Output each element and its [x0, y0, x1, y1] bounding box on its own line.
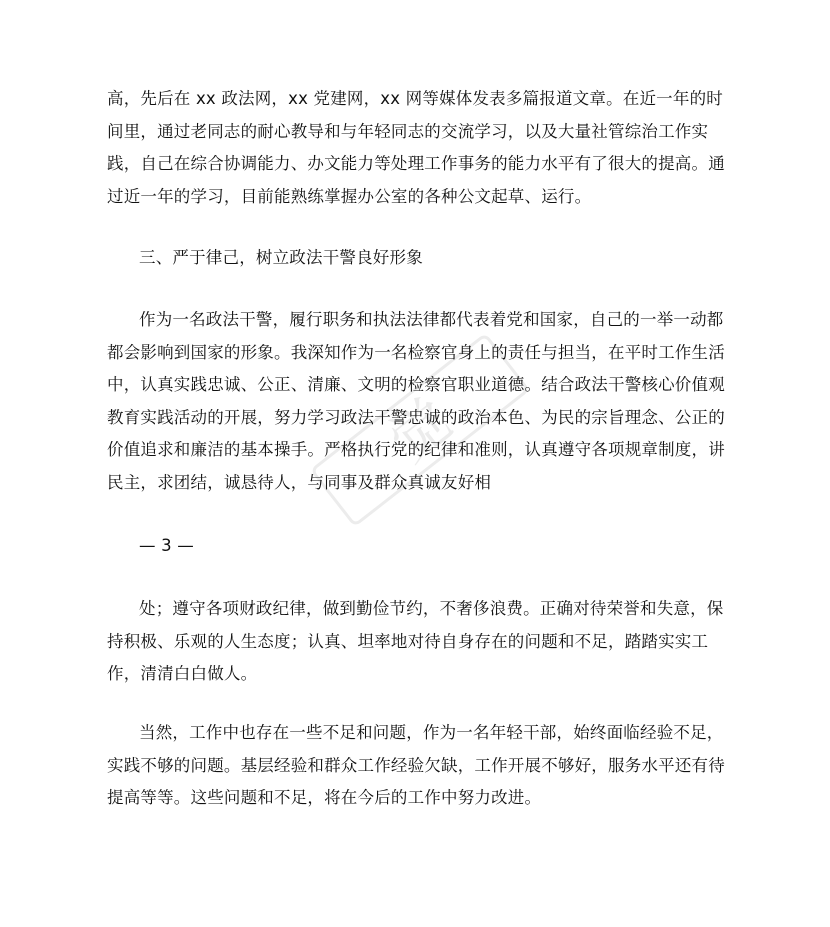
paragraph-body: 作为一名政法干警，履行职务和执法法律都代表着党和国家，自己的一举一动都都会影响到国家的形象。我深知作为一名检察官身上的责任与担当，在平时工作生活中，认真实践忠诚、公正、清廉、文明的检察官职业道德。结合政法干警核心价值观教育实践活动的开展，努力学习政法干警忠诚的政治本色、为民的宗旨理念、公正的价值追求和廉洁的基本操手。严格执行党的纪律和准则，认真遵守各项规章制度，讲民主，求团结，诚恳待人，与同事及群众真诚友好相 — [107, 310, 725, 492]
paragraph-continuation: 高，先后在 xx 政法网，xx 党建网，xx 网等媒体发表多篇报道文章。在近一年的时间里，通过老同志的耐心教导和与年轻同志的交流学习，以及大量社管综治工作实践，自己在综合协调能力、办文能力等处理工作事务的能力水平有了很大的提高。通过近一年的学习，目前能熟练掌握办公室的各种公文起草、运行。 — [107, 89, 725, 206]
paragraph-continuation-next-page: 处；遵守各项财政纪律，做到勤俭节约，不奢侈浪费。正确对待荣誉和失意，保持积极、乐观的人生态度；认真、坦率地对待自身存在的问题和不足，踏踏实实工作，清清白白做人。 — [107, 599, 724, 683]
paragraph-conclusion: 当然，工作中也存在一些不足和问题，作为一名年轻干部，始终面临经验不足，实践不够的问题。基层经验和群众工作经验欠缺，工作开展不够好，服务水平还有待提高等等。这些问题和不足，将在今后的工作中努力改进。 — [107, 723, 725, 807]
watermark-text: 觉 — [376, 385, 464, 475]
page-number: — 3 — — [139, 536, 194, 555]
section-heading: 三、严于律己，树立政法干警良好形象 — [139, 248, 423, 267]
